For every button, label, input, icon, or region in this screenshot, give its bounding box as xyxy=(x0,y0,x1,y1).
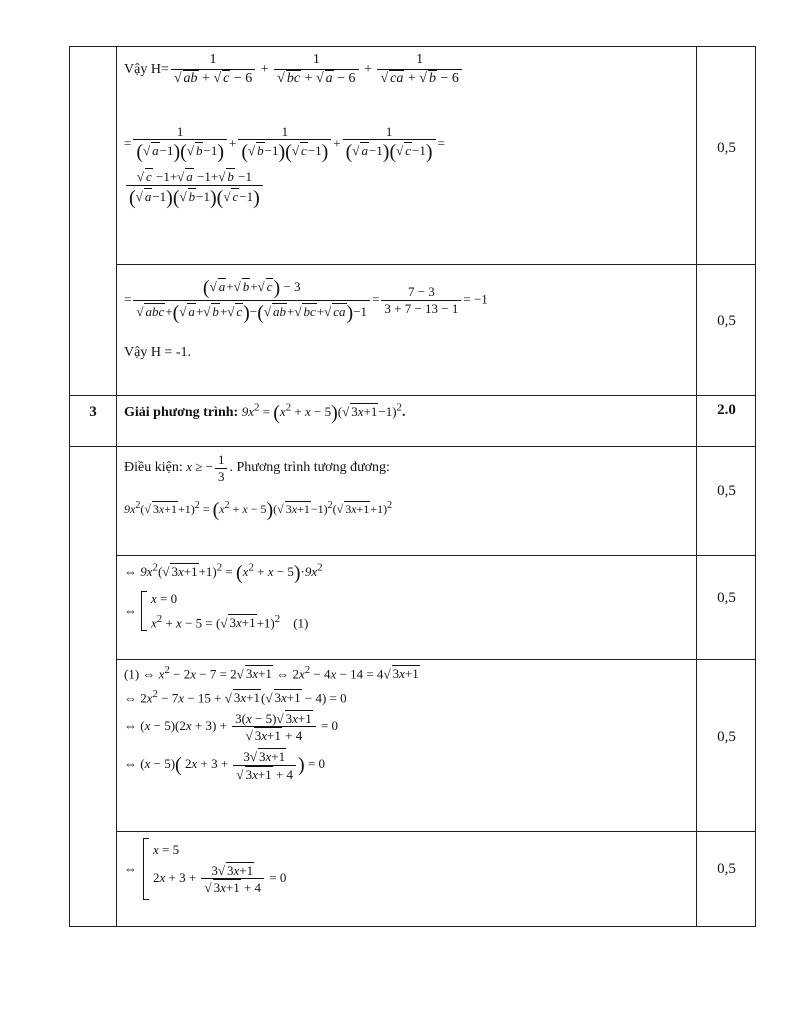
table-line xyxy=(116,555,756,556)
row2-conclusion: Vậy H = -1. xyxy=(124,345,191,360)
fraction: $\frac{3(x - 5)√ 3x+1}{√ 3x+1 + 4}$ xyxy=(232,710,316,744)
fraction: $\frac{3√ 3x+1}{√ 3x+1 + 4}$ xyxy=(233,748,296,782)
row3-content: Giải phương trình: $9x^2 = (x^2 + x - 5)(√$ 3x+1−1)$^2$. xyxy=(124,401,406,424)
table-line xyxy=(116,659,756,660)
table-line xyxy=(69,46,756,47)
table-line xyxy=(69,395,756,396)
table-line xyxy=(69,446,756,447)
fraction: $\frac{1}{√ ca + √ b - 6}$ xyxy=(377,52,461,88)
row4-content: Điều kiện: x ≥ − $\frac{1}{3}$ . Phương trình tương đương: $9x^2(√$ $3x+1+1)^2 = (x^2 + x - 5)(√$ 3x+1−1)$^2$(√ 3x+1+1)$^2$ xyxy=(124,452,393,522)
fraction: $\frac{1}{3}$ xyxy=(215,452,228,484)
row1-content: Vậy H= $\frac{1}{√ ab + √ c - 6}$ + $\frac{1}{√ bc + √ a - 6}$ + $\frac{1}{√ ca + √ b - 6}$ = $\frac{1}{(√ a-1)(√ b-1)}$ + $\frac{1}{(√ b-1)(√ c-1)}$ + $\frac{1}{(√ a-1)(√ c-1)}$ = $\frac{√ c -1+√ a -1+√ b -1}{(√ a-1)(√ b-1)(√ c-1)}$ xyxy=(124,52,684,210)
table-line xyxy=(69,46,70,927)
row2-score: 0,5 xyxy=(717,313,736,329)
row4-equivalent-text: . Phương trình tương đương: xyxy=(229,460,390,476)
row2-content: = $\frac{(√ a+√ b+√ c) - 3}{\text{√ abc+(√ a+√ b+√ c)−(√ ab+√ bc+√ ca)−1}}$ = $\frac{7 - 3}{3 + 7 - 13 - 1}$ = −1 Vậy H = -1. xyxy=(124,276,689,362)
table-line xyxy=(69,926,756,927)
row1-intro: Vậy H= xyxy=(124,62,169,78)
fraction: $\frac{(√ a+√ b+√ c) - 3}{\text{√ abc+(√ a+√ b+√ c)−(√ ab+√ bc+√ ca)−1}}$ xyxy=(133,276,370,325)
row6-score: 0,5 xyxy=(717,729,736,745)
row3-total: 2.0 xyxy=(717,402,736,418)
table-line xyxy=(116,831,756,832)
row4-condition-label: Điều kiện: xyxy=(124,460,183,476)
row6-content: (1) ⇔ $x^2 - 2x - 7 = 2√$ 3x+1 ⇔ $2x^2 - 4x - 14 = 4√$ 3x+1 ⇔ $2x^2 - 7x - 15$ + √ 3x+1(√ 3x+1 − 4) = 0 ⇔ (x − 5)(2x + 3) + $\frac{3(x - 5)√ 3x+1}{√ 3x+1 + 4}$ = 0 ⇔ (x − 5)( 2x + 3 + $\frac{3√ 3x+1}{√ 3x+1 + 4}$ ) = 0 xyxy=(124,664,419,782)
row7-score: 0,5 xyxy=(717,861,736,877)
fraction: $\frac{3√ 3x+1}{√ 3x+1 + 4}$ xyxy=(201,862,264,896)
row5-content: ⇔ $9x^2(√$ $3x+1+1)^2 = (x^2 + x - 5)\cdot 9x^2$ ⇔ x = 0 $x^2 + x - 5$ = (√ 3x+1+1)$^2$ (1) xyxy=(124,561,323,631)
table-line xyxy=(116,46,117,927)
table-line xyxy=(116,264,756,265)
fraction: $\frac{√ c -1+√ a -1+√ b -1}{(√ a-1)(√ b-1)(√ c-1)}$ xyxy=(126,168,263,210)
row5-score: 0,5 xyxy=(717,590,736,606)
fraction: $\frac{1}{(√ a-1)(√ c-1)}$ xyxy=(343,124,436,165)
row3-title: Giải phương trình: xyxy=(124,404,239,420)
fraction: $\frac{1}{(√ a-1)(√ b-1)}$ xyxy=(133,124,227,165)
fraction: $\frac{1}{√ ab + √ c - 6}$ xyxy=(171,52,255,88)
row2-result: = −1 xyxy=(463,291,488,307)
fraction: $\frac{1}{(√ b-1)(√ c-1)}$ xyxy=(238,124,331,165)
row7-content: ⇔ x = 5 2x + 3 + $\frac{3√ 3x+1}{√ 3x+1 + 4}$ = 0 xyxy=(124,838,684,900)
row4-score: 0,5 xyxy=(717,483,736,499)
row1-score: 0,5 xyxy=(717,140,736,156)
row3-number: 3 xyxy=(89,404,97,420)
fraction: $\frac{7 - 3}{3 + 7 - 13 - 1}$ xyxy=(381,284,461,316)
fraction: $\frac{1}{√ bc + √ a - 6}$ xyxy=(274,52,358,88)
